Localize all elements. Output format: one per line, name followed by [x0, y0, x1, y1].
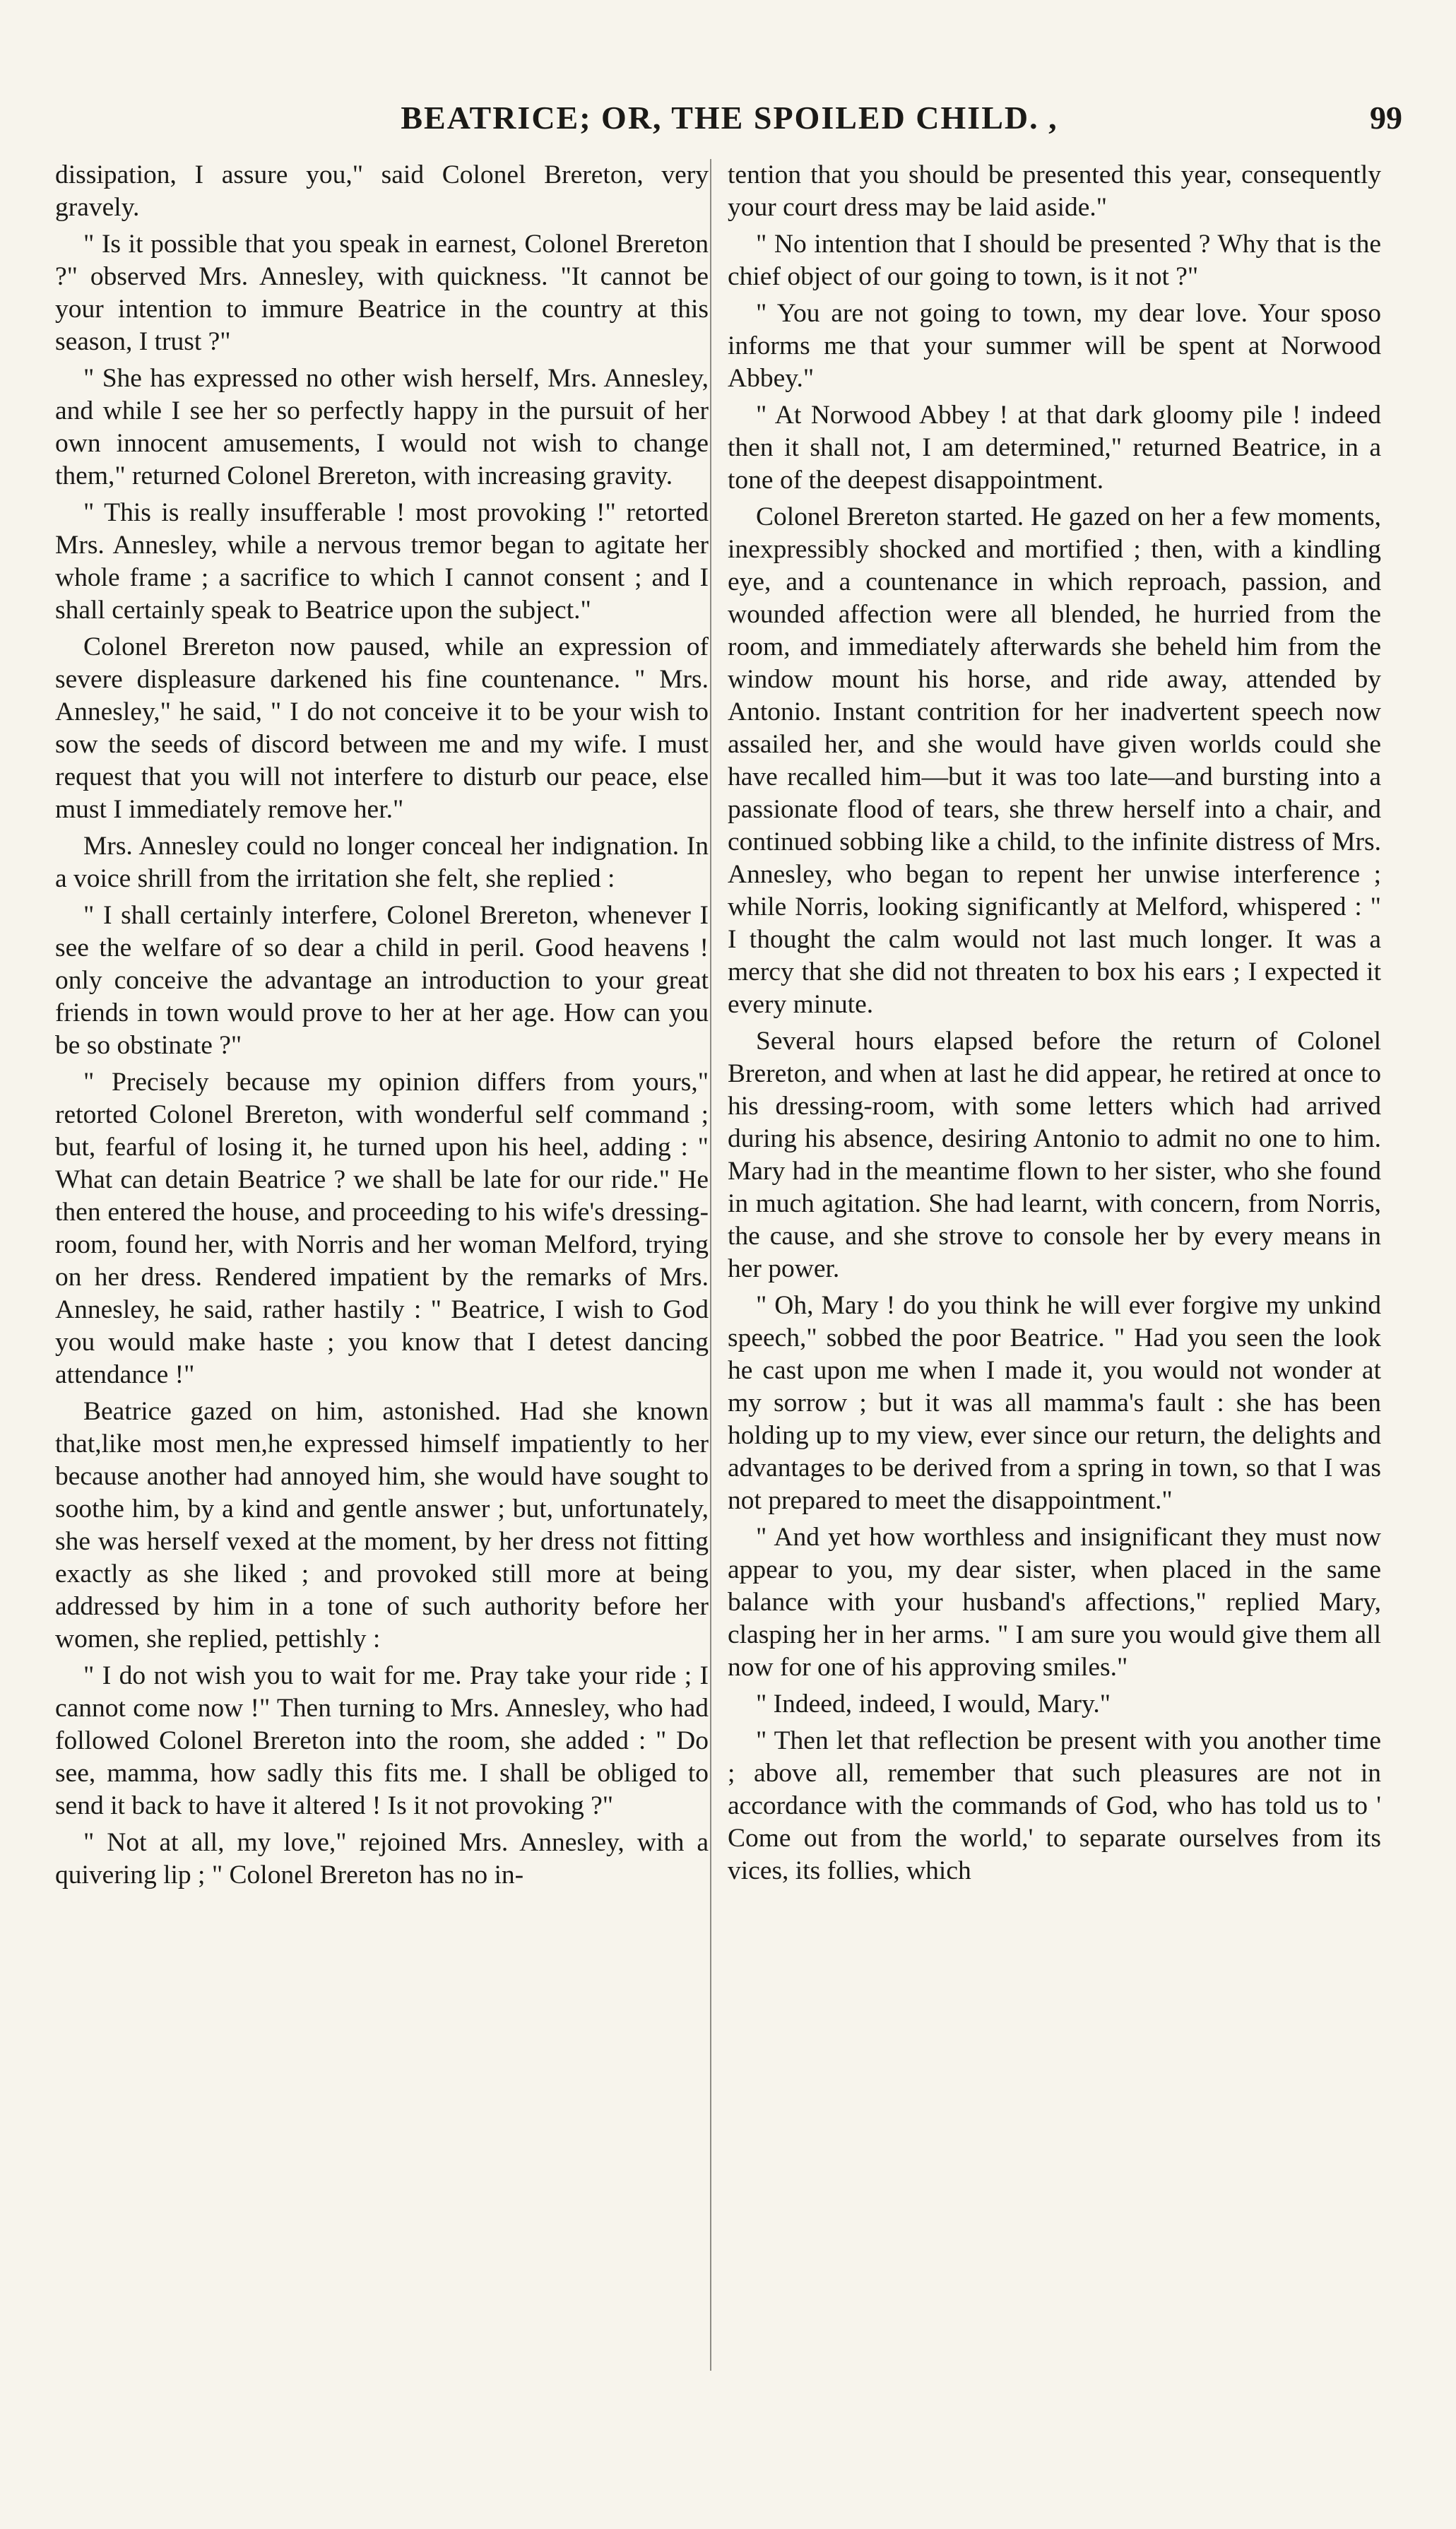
paragraph: dissipation, I assure you," said Colonel Brereton, very gravely.: [55, 160, 709, 222]
paragraph: " You are not going to town, my dear love. Your sposo informs me that your summer will be spent at Norwood Abbey.": [728, 299, 1381, 393]
paragraph: " Then let that reflection be present with you another time ; above all, remember that such pleasures are not in accordance with the commands of God, who has told us to ' Come out from the world,' to separate ourselves from its vices, its follies, which: [728, 1726, 1381, 1885]
running-head: [57, 92, 1402, 148]
paragraph: Mrs. Annesley could no longer conceal her indignation. In a voice shrill from the irritation she felt, she replied :: [55, 832, 709, 893]
right-column: [728, 159, 1381, 1892]
paragraph: " Not at all, my love," rejoined Mrs. Annesley, with a quivering lip ; " Colonel Brereton has no in-: [55, 1828, 709, 1890]
paragraph: Colonel Brereton now paused, while an expression of severe displeasure darkened his fine countenance. " Mrs. Annesley," he said, " I do not conceive it to be your wish to sow the seeds of discord between me and my wife. I must request that you will not interfere to disturb our peace, else must I immediately remove her.": [55, 632, 709, 824]
paragraph: " She has expressed no other wish herself, Mrs. Annesley, and while I see her so perfectly happy in the pursuit of her own innocent amusements, I would not wish to change them," returned Colonel Brereton, with increasing gravity.: [55, 364, 709, 490]
paragraph: " I do not wish you to wait for me. Pray take your ride ; I cannot come now !" Then turning to Mrs. Annesley, who had followed Colonel Brereton into the room, she added : " Do see, mamma, how sadly this fits me. I shall be obliged to send it back to have it altered ! Is it not provoking ?": [55, 1661, 709, 1820]
paragraph: Colonel Brereton started. He gazed on her a few moments, inexpressibly shocked and mortified ; then, with a kindling eye, and a countenance in which reproach, passion, and wounded affection were all blended, he hurried from the room, and immediately afterwards she beheld him from the window mount his horse, and ride away, attended by Antonio. Instant contrition for her inadvertent speech now assailed her, and she would have given worlds could she have recalled him—but it was too late—and bursting into a passionate flood of tears, she threw herself into a chair, and continued sobbing like a child, to the infinite distress of Mrs. Annesley, who began to repent her unwise interference ; while Norris, looking significantly at Melford, whispered : " I thought the calm would not last much longer. It was a mercy that she did not threaten to box his ears ; I expected it every minute.: [728, 502, 1381, 1019]
paragraph: Several hours elapsed before the return of Colonel Brereton, and when at last he did appear, he retired at once to his dressing-room, with some letters which had arrived during his absence, desiring Antonio to admit no one to him. Mary had in the meantime flown to her sister, who she found in much agitation. She had learnt, with concern, from Norris, the cause, and she strove to console her by every means in her power.: [728, 1027, 1381, 1283]
paragraph: " At Norwood Abbey ! at that dark gloomy pile ! indeed then it shall not, I am determined," returned Beatrice, in a tone of the deepest disappointment.: [728, 401, 1381, 495]
paragraph: " Precisely because my opinion differs from yours," retorted Colonel Brereton, with wonderful self command ; but, fearful of losing it, he turned upon his heel, adding : " What can detain Beatrice ? we shall be late for our ride." He then entered the house, and proceeding to his wife's dressing-room, found her, with Norris and her woman Melford, trying on her dress. Rendered impatient by the remarks of Mrs. Annesley, he said, rather hastily : " Beatrice, I wish to God you would make haste ; you know that I detest dancing attendance !": [55, 1068, 709, 1389]
paragraph: " Oh, Mary ! do you think he will ever forgive my unkind speech," sobbed the poor Beatrice. " Had you seen the look he cast upon me when I made it, you would not wonder at my sorrow ; but it was all mamma's fault : she has been holding up to my view, ever since our return, the delights and advantages to be derived from a spring in town, so that I was not prepared to meet the disappointment.": [728, 1291, 1381, 1515]
paragraph: " No intention that I should be presented ? Why that is the chief object of our going to town, is it not ?": [728, 230, 1381, 291]
paragraph: " And yet how worthless and insignificant they must now appear to you, my dear sister, when placed in the same balance with your husband's affections," replied Mary, clasping her in her arms. " I am sure you would give them all now for one of his approving smiles.": [728, 1523, 1381, 1682]
paragraph: " I shall certainly interfere, Colonel Brereton, whenever I see the welfare of so dear a child in peril. Good heavens ! only conceive the advantage an introduction to your great friends in town would prove to her at her age. How can you be so obstinate ?": [55, 901, 709, 1060]
paragraph: tention that you should be presented this year, consequently your court dress may be laid aside.": [728, 160, 1381, 222]
paragraph: " Is it possible that you speak in earnest, Colonel Brereton ?" observed Mrs. Annesley, with quickness. "It cannot be your intention to immure Beatrice in the country at this season, I trust ?": [55, 230, 709, 356]
paragraph: " This is really insufferable ! most provoking !" retorted Mrs. Annesley, while a nervous tremor began to agitate her whole frame ; a sacrifice to which I cannot consent ; and I shall certainly speak to Beatrice upon the subject.": [55, 498, 709, 625]
page-number: 99: [1370, 100, 1402, 136]
left-column: [55, 159, 709, 1896]
paragraph: " Indeed, indeed, I would, Mary.": [756, 1690, 1111, 1719]
page-title: BEATRICE; OR, THE SPOILED CHILD. ,: [401, 100, 1058, 136]
column-divider: [710, 159, 711, 2371]
paragraph: Beatrice gazed on him, astonished. Had she known that,like most men,he expressed himself impatiently to her because another had annoyed him, she would have sought to soothe him, by a kind and gentle answer ; but, unfortunately, she was herself vexed at the moment, by her dress not fitting exactly as she liked ; and provoked still more at being addressed by him in a tone of such authority before her women, she replied, pettishly :: [55, 1397, 709, 1653]
